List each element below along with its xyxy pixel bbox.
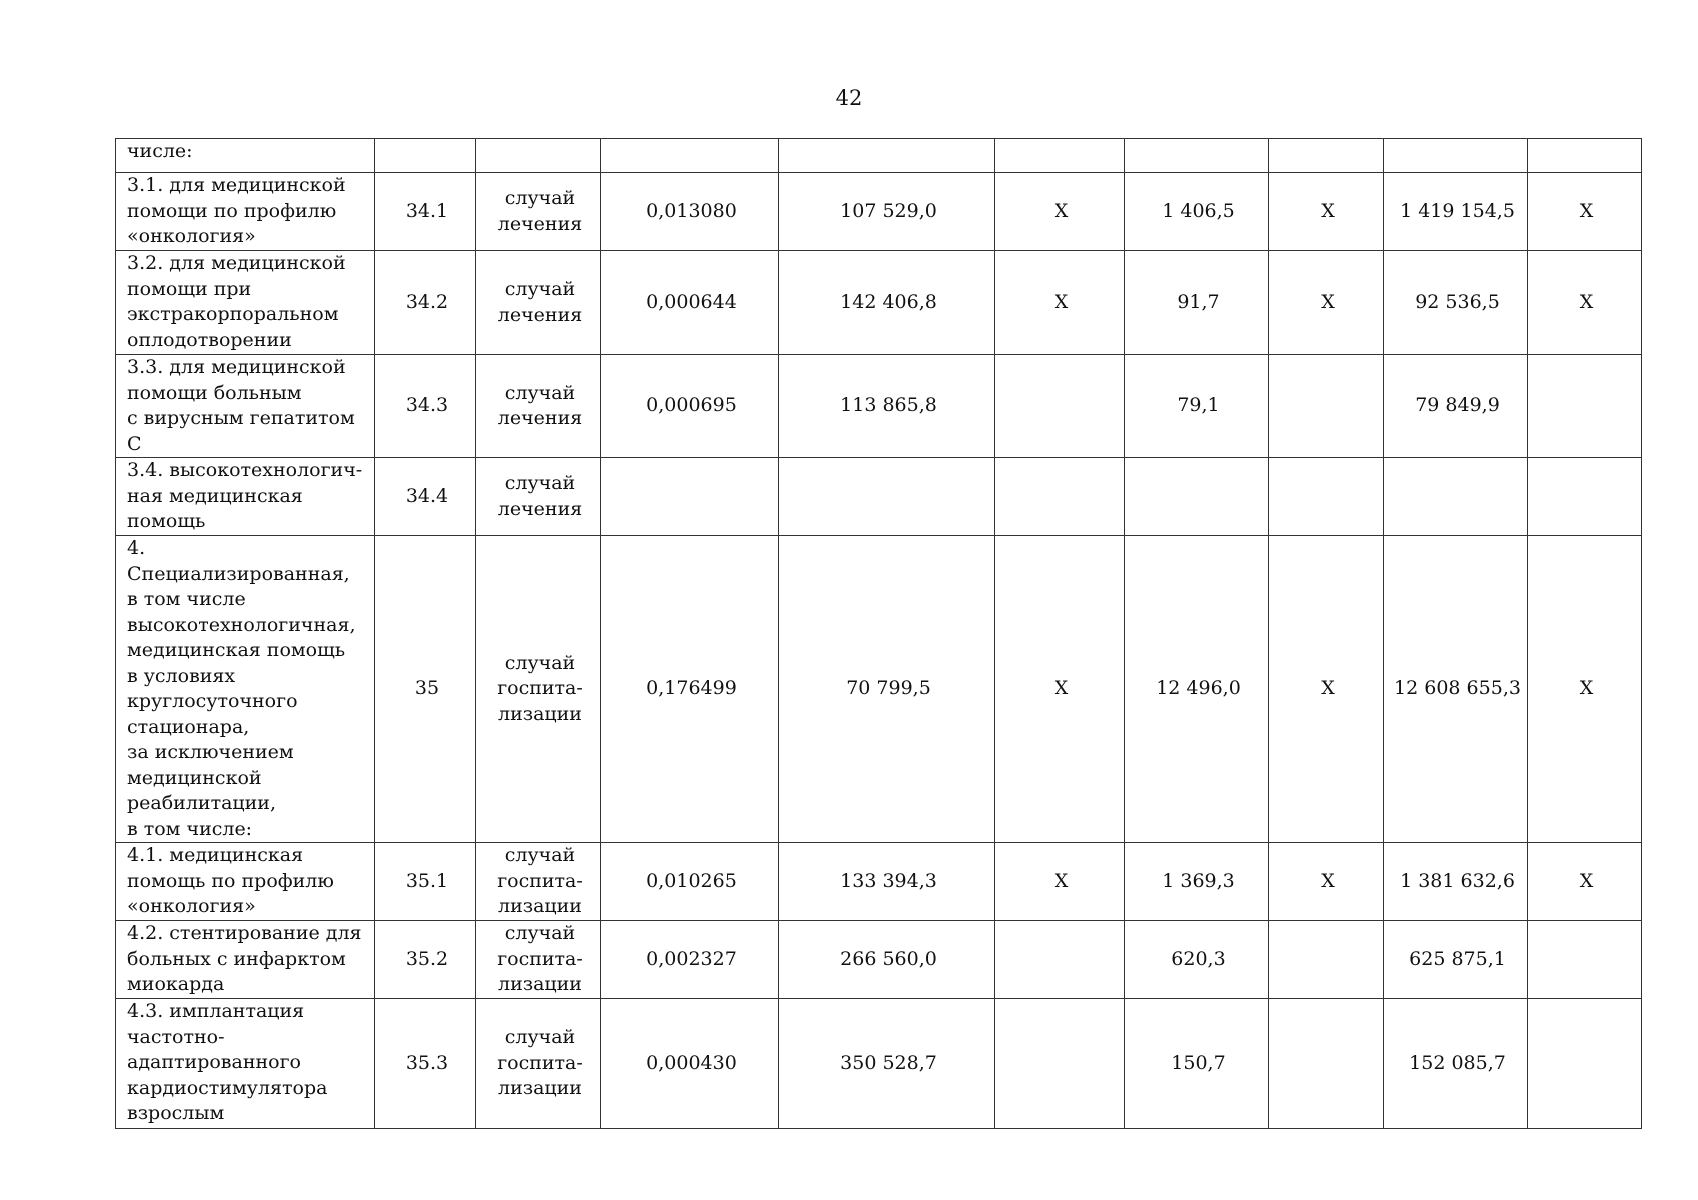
table-row <box>116 458 1642 536</box>
col6-cell <box>995 999 1125 1129</box>
col9-cell <box>1384 139 1528 173</box>
row-number-cell <box>375 139 476 173</box>
col10-cell <box>1528 921 1642 999</box>
col10-cell: Х <box>1528 173 1642 251</box>
col6-cell <box>995 921 1125 999</box>
row-name-cell: числе: <box>116 139 375 173</box>
table-row <box>116 999 1642 1129</box>
volume-cell: 0,000644 <box>601 251 779 355</box>
table-row <box>116 921 1642 999</box>
table-row <box>116 251 1642 355</box>
cost-cell: 113 865,8 <box>779 355 995 458</box>
row-number-cell: 34.2 <box>375 251 476 355</box>
row-name-cell: 4.3. имплантация частотно- адаптированного кардиостимулятора взрослым <box>116 999 375 1129</box>
col8-cell <box>1269 921 1384 999</box>
table-row <box>116 843 1642 921</box>
table-row <box>116 355 1642 458</box>
volume-cell: 0,002327 <box>601 921 779 999</box>
row-number-cell: 35 <box>375 536 476 843</box>
col9-cell: 1 419 154,5 <box>1384 173 1528 251</box>
table-row <box>116 139 1642 173</box>
row-number-cell: 34.4 <box>375 458 476 536</box>
unit-cell: случай лечения <box>476 251 601 355</box>
volume-cell <box>601 458 779 536</box>
col9-cell: 12 608 655,3 <box>1384 536 1528 843</box>
col7-cell: 12 496,0 <box>1125 536 1269 843</box>
volume-cell: 0,176499 <box>601 536 779 843</box>
col10-cell <box>1528 458 1642 536</box>
unit-cell: случай госпита- лизации <box>476 536 601 843</box>
col7-cell: 150,7 <box>1125 999 1269 1129</box>
col9-cell: 79 849,9 <box>1384 355 1528 458</box>
col10-cell: Х <box>1528 536 1642 843</box>
row-name-cell: 3.3. для медицинской помощи больным с вирусным гепатитом С <box>116 355 375 458</box>
col7-cell: 1 406,5 <box>1125 173 1269 251</box>
medical-care-table <box>115 138 1642 1129</box>
col7-cell: 79,1 <box>1125 355 1269 458</box>
col7-cell: 91,7 <box>1125 251 1269 355</box>
row-name-cell: 3.1. для медицинской помощи по профилю «онкология» <box>116 173 375 251</box>
cost-cell: 266 560,0 <box>779 921 995 999</box>
col6-cell: Х <box>995 536 1125 843</box>
col7-cell <box>1125 139 1269 173</box>
volume-cell <box>601 139 779 173</box>
volume-cell: 0,000430 <box>601 999 779 1129</box>
row-number-cell: 35.2 <box>375 921 476 999</box>
volume-cell: 0,013080 <box>601 173 779 251</box>
unit-cell <box>476 139 601 173</box>
col8-cell: Х <box>1269 251 1384 355</box>
row-number-cell: 35.3 <box>375 999 476 1129</box>
col8-cell <box>1269 458 1384 536</box>
unit-cell: случай лечения <box>476 173 601 251</box>
page-number: 42 <box>835 86 863 110</box>
col10-cell <box>1528 139 1642 173</box>
cost-cell: 133 394,3 <box>779 843 995 921</box>
row-name-cell: 4. Специализированная, в том числе высокотехнологичная, медицинская помощь в условиях круглосуточного стационара, за исключением медицинской реабилитации, в том числе: <box>116 536 375 843</box>
row-name-cell: 4.2. стентирование для больных с инфарктом миокарда <box>116 921 375 999</box>
unit-cell: случай лечения <box>476 355 601 458</box>
col10-cell <box>1528 999 1642 1129</box>
col8-cell: Х <box>1269 843 1384 921</box>
col6-cell <box>995 355 1125 458</box>
col8-cell: Х <box>1269 173 1384 251</box>
col8-cell <box>1269 999 1384 1129</box>
cost-cell: 107 529,0 <box>779 173 995 251</box>
cost-cell: 70 799,5 <box>779 536 995 843</box>
col9-cell: 92 536,5 <box>1384 251 1528 355</box>
volume-cell: 0,000695 <box>601 355 779 458</box>
col8-cell: Х <box>1269 536 1384 843</box>
cost-cell: 142 406,8 <box>779 251 995 355</box>
col10-cell <box>1528 355 1642 458</box>
cost-cell <box>779 139 995 173</box>
table-row <box>116 536 1642 843</box>
cost-cell <box>779 458 995 536</box>
row-number-cell: 34.1 <box>375 173 476 251</box>
col6-cell: Х <box>995 251 1125 355</box>
row-name-cell: 4.1. медицинская помощь по профилю «онкология» <box>116 843 375 921</box>
unit-cell: случай госпита- лизации <box>476 843 601 921</box>
col8-cell <box>1269 355 1384 458</box>
col7-cell <box>1125 458 1269 536</box>
col8-cell <box>1269 139 1384 173</box>
row-name-cell: 3.2. для медицинской помощи при экстракорпоральном оплодотворении <box>116 251 375 355</box>
table-body <box>116 139 1642 1129</box>
col7-cell: 620,3 <box>1125 921 1269 999</box>
row-number-cell: 34.3 <box>375 355 476 458</box>
col6-cell <box>995 458 1125 536</box>
cost-cell: 350 528,7 <box>779 999 995 1129</box>
row-name-cell: 3.4. высокотехнологич- ная медицинская помощь <box>116 458 375 536</box>
col6-cell: Х <box>995 173 1125 251</box>
unit-cell: случай госпита- лизации <box>476 999 601 1129</box>
col9-cell: 1 381 632,6 <box>1384 843 1528 921</box>
table-row <box>116 173 1642 251</box>
row-number-cell: 35.1 <box>375 843 476 921</box>
volume-cell: 0,010265 <box>601 843 779 921</box>
col10-cell: Х <box>1528 251 1642 355</box>
unit-cell: случай лечения <box>476 458 601 536</box>
col6-cell <box>995 139 1125 173</box>
col9-cell: 152 085,7 <box>1384 999 1528 1129</box>
col10-cell: Х <box>1528 843 1642 921</box>
col9-cell: 625 875,1 <box>1384 921 1528 999</box>
col6-cell: Х <box>995 843 1125 921</box>
col7-cell: 1 369,3 <box>1125 843 1269 921</box>
col9-cell <box>1384 458 1528 536</box>
unit-cell: случай госпита- лизации <box>476 921 601 999</box>
